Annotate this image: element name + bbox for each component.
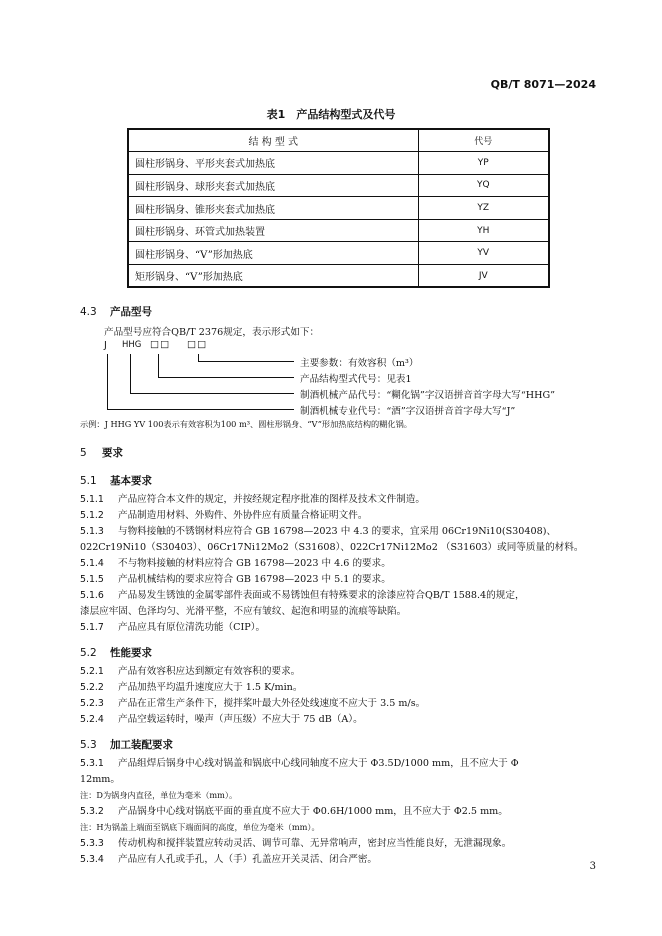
clause-number: 5.1.5: [80, 574, 104, 585]
clause-number: 5.3.2: [80, 806, 104, 817]
connector-line: [158, 377, 294, 378]
code-cell: YZ: [418, 197, 549, 220]
legend-product: 制酒机械产品代号：“糊化锅”字汉语拼音首字母大写“HHG”: [300, 390, 556, 401]
clause-text: 产品有效容积应达到额定有效容积的要求。: [118, 666, 301, 677]
structure-cell: 圆柱形锅身、球形夹套式加热底: [128, 174, 418, 197]
clause-number: 5.2.4: [80, 714, 104, 725]
clause-5-2-3: [80, 696, 605, 712]
clause-5-1-7: [80, 620, 605, 636]
connector-line: [130, 393, 294, 394]
code-cell: YP: [418, 152, 549, 175]
clause-text: 不与物料接触的材料应符合 GB 16798—2023 中 4.6 的要求。: [118, 558, 391, 569]
code-cell: YV: [418, 242, 549, 265]
clause-text: 产品应有人孔或手孔，人（手）孔盖应开关灵活、闭合严密。: [118, 854, 378, 865]
col-code-header: 代号: [418, 129, 549, 152]
clause-5-2-2: [80, 680, 605, 696]
code-cell: YH: [418, 219, 549, 242]
clause-text: 产品应符合本文件的规定，并按经规定程序批准的图样及技术文件制造。: [118, 494, 425, 505]
clause-text: 产品组焊后锅身中心线对锅盖和锅底中心线同轴度不应大于 Φ3.5D/1000 mm，且不应大于 Φ: [118, 758, 519, 769]
clause-text: 产品易发生锈蚀的金属零部件表面或不易锈蚀但有特殊要求的涂漆应符合QB/T 1588.4的规定，: [118, 590, 525, 601]
clause-5-1-6-cont: 漆层应牢固、色泽均匀、光滑平整，不应有皱纹、起泡和明显的流痕等缺陷。: [80, 606, 407, 617]
table-header-row: [128, 129, 549, 152]
structure-cell: 矩形锅身、“V”形加热底: [128, 265, 418, 288]
clause-5-1-3-cont: 022Cr19Ni10（S30403）、06Cr17Ni12Mo2（S31608）、022Cr17Ni12Mo2 （S31603）或同等质量的材料。: [80, 542, 584, 553]
section-5-2-heading: [80, 645, 152, 660]
section-4-3-heading: [80, 304, 152, 319]
clause-number: 5.2.2: [80, 682, 104, 693]
code-cell: JV: [418, 265, 549, 288]
structure-cell: 圆柱形锅身、锥形夹套式加热底: [128, 197, 418, 220]
clause-text: 产品加热平均温升速度应大于 1.5 K/min。: [118, 682, 303, 693]
table-row: [128, 152, 549, 175]
section-number: 4.3: [80, 306, 97, 318]
clause-number: 5.1.1: [80, 494, 104, 505]
clause-5-1-6: [80, 588, 605, 604]
clause-5-1-2: [80, 508, 605, 524]
clause-number: 5.1.6: [80, 590, 104, 601]
table1-caption: 表1 产品结构型式及代号: [266, 108, 396, 121]
clause-number: 5.3.4: [80, 854, 104, 865]
chapter-5-heading: [80, 445, 123, 460]
col-structure-header: 结 构 型 式: [128, 129, 418, 152]
clause-5-3-3: [80, 836, 605, 852]
section-number: 5: [80, 447, 87, 459]
structure-code-table: [127, 128, 550, 288]
clause-text: 产品空载运转时，噪声（声压级）不应大于 75 dB（A）。: [118, 714, 363, 725]
table-row: [128, 197, 549, 220]
clause-text: 产品在正常生产条件下，搅拌桨叶最大外径处线速度不应大于 3.5 m/s。: [118, 698, 426, 709]
clause-number: 5.2.3: [80, 698, 104, 709]
clause-5-1-1: [80, 492, 605, 508]
section-5-1-heading: [80, 473, 152, 488]
clause-text: 产品应具有原位清洗功能（CIP）。: [118, 622, 266, 633]
note-h-height: 注：H为锅盖上端面至锅底下端面间的高度，单位为毫米（mm）。: [80, 822, 320, 832]
table-row: [128, 242, 549, 265]
section-number: 5.3: [80, 739, 97, 751]
legend-param: 主要参数：有效容积（m³）: [300, 358, 419, 369]
structure-cell: 圆柱形锅身、平形夹套式加热底: [128, 152, 418, 175]
clause-number: 5.2.1: [80, 666, 104, 677]
model-example: 示例：J HHG YV 100表示有效容积为100 m³、圆柱形锅身、“V”形加热底结构的糊化锅。: [80, 419, 412, 429]
clause-text: 与物料接触的不锈钢材料应符合 GB 16798—2023 中 4.3 的要求，宜采用 06Cr19Ni10(S30408)、: [118, 526, 557, 537]
section-title: 要求: [102, 447, 123, 459]
clause-5-3-2: [80, 804, 605, 820]
clause-text: 产品锅身中心线对锅底平面的垂直度不应大于 Φ0.6H/1000 mm，且不应大于 Φ2.5 mm。: [118, 806, 508, 817]
section-title: 性能要求: [110, 647, 152, 659]
connector-line: [198, 361, 294, 362]
section-number: 5.1: [80, 475, 97, 487]
model-intro: 产品型号应符合QB/T 2376规定，表示形式如下：: [104, 327, 320, 338]
section-title: 基本要求: [110, 475, 152, 487]
clause-number: 5.3.3: [80, 838, 104, 849]
code-j: J: [104, 340, 107, 351]
clause-5-3-4: [80, 852, 605, 868]
connector-line: [107, 409, 294, 410]
clause-number: 5.1.7: [80, 622, 104, 633]
clause-5-3-1: [80, 756, 605, 772]
note-d-diameter: 注：D为锅身内直径，单位为毫米（mm）。: [80, 790, 238, 800]
code-box-param: □□: [187, 339, 208, 350]
clause-number: 5.1.4: [80, 558, 104, 569]
clause-5-1-4: [80, 556, 605, 572]
legend-professional: 制酒机械专业代号：“酒”字汉语拼音首字母大写“J”: [300, 406, 516, 417]
standard-number: QB/T 8071—2024: [490, 78, 596, 91]
clause-text: 产品机械结构的要求应符合 GB 16798—2023 中 5.1 的要求。: [118, 574, 391, 585]
clause-text: 传动机构和搅拌装置应转动灵活、调节可靠、无异常响声，密封应当性能良好，无泄漏现象。: [118, 838, 512, 849]
section-title: 加工装配要求: [110, 739, 173, 751]
structure-cell: 圆柱形锅身、环管式加热装置: [128, 219, 418, 242]
connector-line: [130, 354, 131, 394]
code-box-structure: □□: [150, 339, 171, 350]
table-row: [128, 219, 549, 242]
section-5-3-heading: [80, 737, 173, 752]
table-row: [128, 174, 549, 197]
clause-number: 5.1.2: [80, 510, 104, 521]
structure-cell: 圆柱形锅身、“V”形加热底: [128, 242, 418, 265]
clause-text: 产品制造用材料、外购件、外协件应有质量合格证明文件。: [118, 510, 368, 521]
clause-5-1-5: [80, 572, 605, 588]
code-cell: YQ: [418, 174, 549, 197]
section-number: 5.2: [80, 647, 97, 659]
section-title: 产品型号: [110, 306, 152, 318]
clause-5-1-3: [80, 524, 605, 540]
page-number: 3: [589, 861, 596, 872]
connector-line: [107, 354, 108, 410]
code-hhg: HHG: [122, 340, 142, 350]
legend-structure: 产品结构型式代号：见表1: [300, 374, 412, 385]
clause-5-2-1: [80, 664, 605, 680]
clause-number: 5.3.1: [80, 758, 104, 769]
clause-number: 5.1.3: [80, 526, 104, 537]
table-row: [128, 265, 549, 288]
clause-5-2-4: [80, 712, 605, 728]
connector-line: [158, 354, 159, 378]
clause-5-3-1-cont: 12mm。: [80, 774, 120, 785]
